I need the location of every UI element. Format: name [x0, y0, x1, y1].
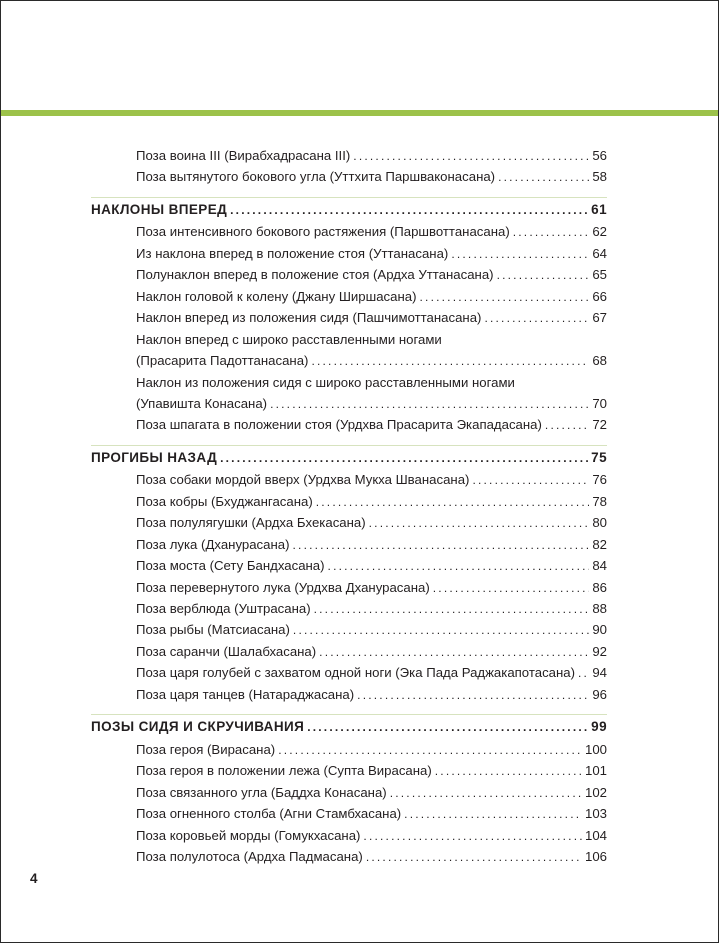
entry-page-number: 64: [592, 245, 607, 261]
dot-leader: [513, 224, 590, 240]
toc-entry[interactable]: [136, 785, 607, 801]
entry-title: Поза верблюда (Уштрасана): [136, 601, 311, 616]
entry-title: Поза рыбы (Матсиасана): [136, 622, 290, 638]
toc-entry-continuation[interactable]: [136, 353, 607, 369]
entry-title: Поза собаки мордой вверх (Урдхва Мукха Шванасана): [136, 472, 470, 488]
dot-leader: [328, 558, 590, 574]
entry-page-number: 88: [592, 601, 607, 616]
entry-page-number: 84: [592, 558, 607, 574]
entry-title: Поза шпагата в положении стоя (Урдхва Прасарита Экападасана): [136, 417, 542, 433]
entry-page-number: 78: [592, 493, 607, 509]
toc-entry[interactable]: [136, 289, 607, 305]
toc-entry[interactable]: [136, 375, 607, 391]
section-page-number: 75: [591, 449, 607, 465]
entry-page-number: 65: [592, 267, 607, 283]
toc-entry[interactable]: [136, 417, 607, 433]
section-separator: [91, 197, 607, 198]
entry-page-number: 100: [584, 741, 607, 757]
dot-leader: [420, 289, 590, 305]
dot-leader: [319, 644, 589, 660]
entry-title: Поза моста (Сету Бандхасана): [136, 558, 325, 574]
entry-page-number: 62: [592, 224, 607, 240]
entry-page-number: 56: [592, 148, 607, 163]
toc-section-heading[interactable]: [91, 719, 607, 735]
entry-title: Поза царя голубей с захватом одной ноги (Эка Пада Раджакапотасана): [136, 665, 576, 681]
toc-section-heading[interactable]: [91, 450, 607, 466]
toc-entry[interactable]: [136, 558, 607, 574]
entry-title: Поза героя (Вирасана): [136, 741, 276, 757]
toc-entry[interactable]: [136, 763, 607, 779]
toc-entry[interactable]: [136, 828, 607, 844]
toc-entry[interactable]: [136, 742, 607, 758]
toc-entry[interactable]: [136, 148, 607, 164]
section-page-number: 61: [591, 201, 607, 217]
entry-title: Поза лука (Дханурасана): [136, 536, 290, 552]
entry-page-number: 94: [592, 665, 607, 681]
entry-title: Из наклона вперед в положение стоя (Уттанасана): [136, 245, 449, 261]
entry-page-number: 82: [592, 536, 607, 552]
entry-title: (Упавишта Конасана): [136, 395, 268, 411]
entry-page-number: 86: [592, 579, 607, 595]
entry-page-number: 106: [584, 848, 607, 864]
entry-title: Поза героя в положении лежа (Супта Вирасана): [136, 763, 432, 779]
entry-title: Поза полулягушки (Ардха Бхекасана): [136, 515, 366, 531]
toc-entry[interactable]: [136, 494, 607, 510]
section-separator: [91, 445, 607, 446]
dot-leader: [435, 763, 582, 779]
entry-title: Поза вытянутого бокового угла (Уттхита Паршваконасана): [136, 169, 496, 185]
dot-leader: [230, 202, 588, 218]
entry-page-number: 103: [584, 806, 607, 822]
entry-title: Поза интенсивного бокового растяжения (Паршвоттанасана): [136, 224, 510, 240]
entry-page-number: 67: [592, 310, 607, 326]
toc-entry[interactable]: [136, 644, 607, 660]
entry-page-number: 58: [592, 169, 607, 185]
entry-page-number: 92: [592, 643, 607, 659]
entry-page-number: 70: [592, 395, 607, 411]
dot-leader: [220, 450, 588, 466]
entry-page-number: 102: [584, 784, 607, 800]
toc-entry[interactable]: [136, 310, 607, 326]
entry-page-number: 80: [592, 515, 607, 531]
toc-section-heading[interactable]: [91, 202, 607, 218]
entry-title: Наклон вперед из положения сидя (Пашчимоттанасана): [136, 310, 482, 326]
dot-leader: [433, 580, 590, 596]
entry-page-number: 101: [584, 763, 607, 779]
toc-entry[interactable]: [136, 169, 607, 185]
header-accent-bar: [1, 110, 718, 116]
entry-title: Поза воина III (Вирабхадрасана III): [136, 148, 351, 163]
toc-entry[interactable]: [136, 687, 607, 703]
toc-entry-continuation[interactable]: [136, 396, 607, 412]
toc-entry[interactable]: [136, 515, 607, 531]
section-title: ПОЗЫ СИДЯ И СКРУЧИВАНИЯ: [91, 719, 305, 735]
page-number: 4: [30, 871, 38, 886]
dot-leader: [293, 622, 589, 638]
dot-leader: [578, 665, 589, 681]
entry-page-number: 104: [584, 827, 607, 843]
entry-title: Поза связанного угла (Баддха Конасана): [136, 784, 387, 800]
entry-title: Поза коровьей морды (Гомукхасана): [136, 827, 361, 843]
dot-leader: [497, 267, 590, 283]
entry-title: Наклон из положения сидя с широко расставленными ногами: [136, 374, 515, 390]
entry-title: Поза полулотоса (Ардха Падмасана): [136, 848, 363, 864]
toc-entry[interactable]: [136, 267, 607, 283]
toc-entry[interactable]: [136, 537, 607, 553]
toc-entry[interactable]: [136, 332, 607, 348]
toc-entry[interactable]: [136, 246, 607, 262]
entry-title: (Прасарита Падоттанасана): [136, 353, 309, 369]
entry-page-number: 68: [592, 353, 607, 369]
entry-title: Поза саранчи (Шалабхасана): [136, 643, 317, 659]
dot-leader: [451, 246, 589, 262]
entry-title: Наклон головой к колену (Джану Ширшасана): [136, 288, 417, 304]
toc-entry[interactable]: [136, 806, 607, 822]
entry-title: Поза огненного столба (Агни Стамбхасана): [136, 806, 402, 822]
dot-leader: [498, 169, 589, 185]
dot-leader: [314, 601, 590, 617]
entry-title: Полунаклон вперед в положение стоя (Ардха Уттанасана): [136, 267, 494, 283]
toc-entry[interactable]: [136, 580, 607, 596]
dot-leader: [369, 515, 590, 531]
dot-leader: [357, 687, 589, 703]
dot-leader: [270, 396, 589, 412]
toc-entry[interactable]: [136, 849, 607, 865]
entry-page-number: 66: [592, 288, 607, 304]
dot-leader: [307, 719, 588, 735]
entry-title: Поза кобры (Бхуджангасана): [136, 493, 313, 509]
entry-title: Наклон вперед с широко расставленными ногами: [136, 331, 442, 347]
toc-entry[interactable]: [136, 472, 607, 488]
toc-entry[interactable]: [136, 665, 607, 681]
entry-title: Поза перевернутого лука (Урдхва Дханурасана): [136, 579, 430, 595]
entry-page-number: 90: [592, 622, 607, 638]
dot-leader: [472, 472, 589, 488]
toc-entry[interactable]: [136, 601, 607, 617]
dot-leader: [316, 494, 590, 510]
dot-leader: [390, 785, 582, 801]
toc-entry[interactable]: [136, 622, 607, 638]
entry-page-number: 76: [592, 472, 607, 488]
dot-leader: [293, 537, 590, 553]
section-separator: [91, 714, 607, 715]
section-title: НАКЛОНЫ ВПЕРЕД: [91, 201, 228, 217]
entry-page-number: 72: [592, 417, 607, 433]
dot-leader: [545, 417, 589, 433]
entry-page-number: 96: [592, 686, 607, 702]
toc-entry[interactable]: [136, 224, 607, 240]
dot-leader: [404, 806, 582, 822]
section-page-number: 99: [591, 719, 607, 735]
dot-leader: [366, 849, 582, 865]
dot-leader: [363, 828, 582, 844]
dot-leader: [311, 353, 589, 369]
dot-leader: [353, 148, 589, 164]
dot-leader: [484, 310, 589, 326]
dot-leader: [278, 742, 582, 758]
section-title: ПРОГИБЫ НАЗАД: [91, 449, 218, 465]
entry-title: Поза царя танцев (Натараджасана): [136, 686, 355, 702]
